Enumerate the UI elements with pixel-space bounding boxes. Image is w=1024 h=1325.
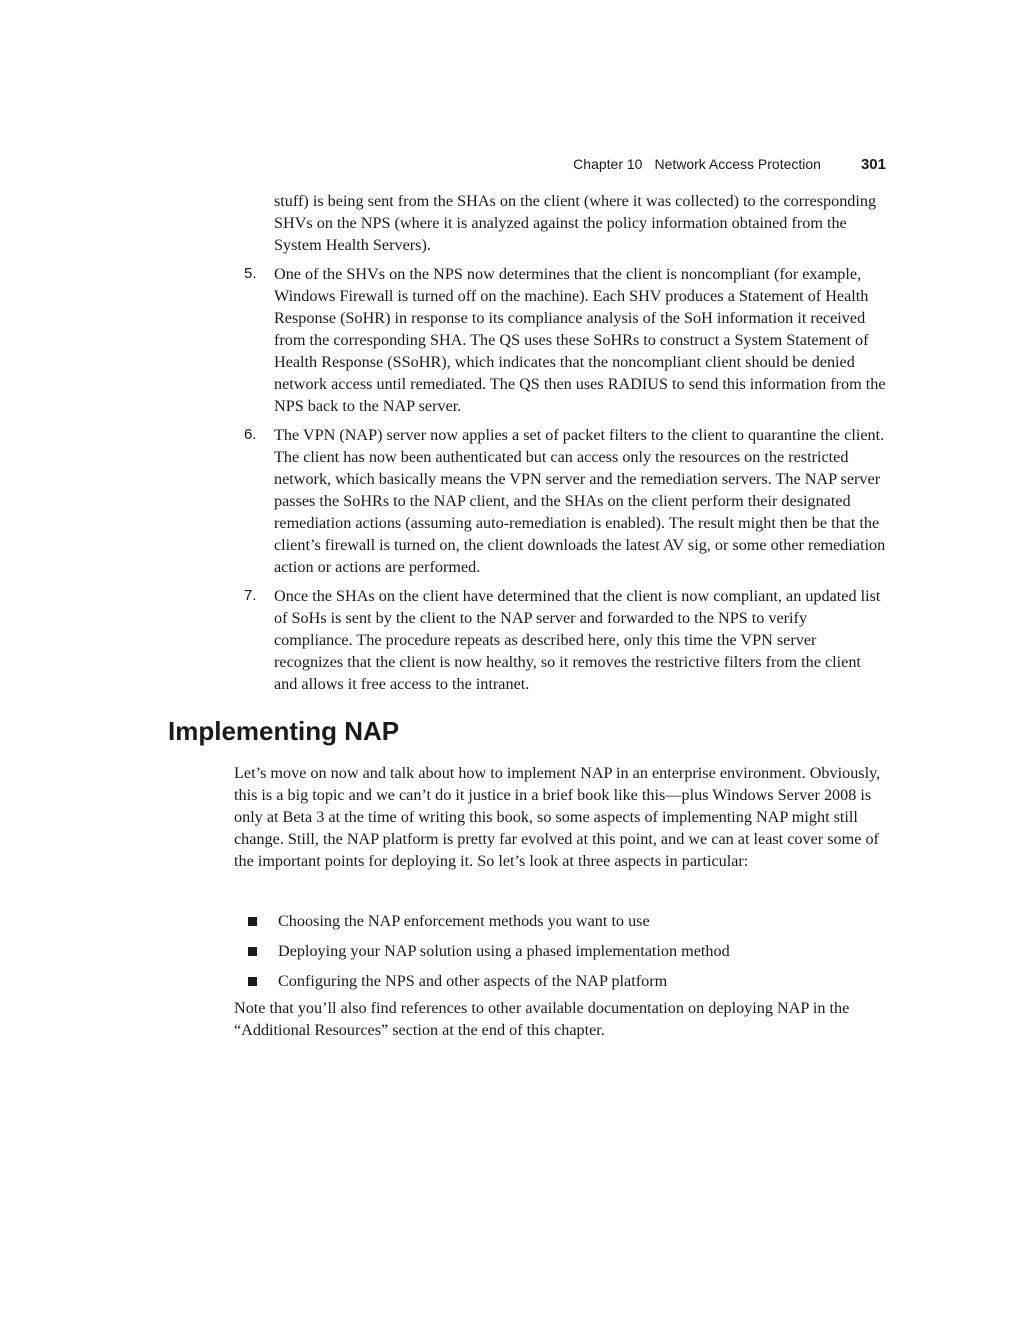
list-item — [244, 966, 886, 996]
square-bullet-icon — [248, 947, 257, 956]
bullet-list — [244, 906, 886, 996]
chapter-title: Network Access Protection — [654, 156, 821, 172]
list-item — [244, 424, 886, 578]
step-number: 7. — [244, 587, 257, 604]
numbered-steps — [244, 263, 886, 702]
list-item — [244, 936, 886, 966]
step-text: The VPN (NAP) server now applies a set of packet filters to the client to quarantine the client. The client has now been authenticated but can access only the resources on the restricted network, which basically means the VPN server and the remediation servers. The NAP server passes the SoHRs to the NAP client, and the SHAs on the client perform their designated remediation actions (assuming auto-remediation is enabled). The result might then be that the client’s firewall is turned on, the client downloads the latest AV sig, or some other remediation action or actions are performed. — [274, 426, 886, 576]
list-item — [244, 585, 886, 695]
bullet-text: Configuring the NPS and other aspects of the NAP platform — [278, 972, 668, 990]
step-text: Once the SHAs on the client have determined that the client is now compliant, an updated list of SoHs is sent by the client to the NAP server and forwarded to the NPS to verify compliance. The procedure repeats as described here, only this time the VPN server recognizes that the client is now healthy, so it removes the restrictive filters from the client and allows it free access to the intranet. — [274, 587, 881, 693]
square-bullet-icon — [248, 917, 257, 926]
step-number: 5. — [244, 265, 257, 282]
step-text: One of the SHVs on the NPS now determines that the client is noncompliant (for example, Windows Firewall is turned off on the machine). Each SHV produces a Statement of Health Response (SoHR) in response to its compliance analysis of the SoH information it received from the corresponding SHA. The QS uses these SoHRs to construct a System Statement of Health Response (SSoHR), which indicates that the noncompliant client should be denied network access until remediated. The QS then uses RADIUS to send this information from the NPS back to the NAP server. — [274, 265, 886, 415]
page-number: 301 — [860, 156, 886, 173]
square-bullet-icon — [248, 977, 257, 986]
section-heading: Implementing NAP — [168, 716, 400, 746]
step-number: 6. — [244, 426, 257, 443]
chapter-label: Chapter 10 — [573, 156, 643, 172]
bullet-text: Choosing the NAP enforcement methods you want to use — [278, 912, 650, 930]
continuation-paragraph: stuff) is being sent from the SHAs on the client (where it was collected) to the corresponding SHVs on the NPS (where it is analyzed against the policy information obtained from the System Health Servers). — [274, 192, 877, 254]
bullet-text: Deploying your NAP solution using a phased implementation method — [278, 942, 730, 960]
list-item — [244, 263, 886, 417]
closing-paragraph: Note that you’ll also find references to other available documentation on deploying NAP in the “Additional Resources” section at the end of this chapter. — [234, 999, 850, 1039]
intro-paragraph: Let’s move on now and talk about how to implement NAP in an enterprise environment. Obviously, this is a big topic and we can’t do it justice in a brief book like this—plus Windows Server 2008 is only at Beta 3 at the time of writing this book, so some aspects of implementing NAP might still change. Still, the NAP platform is pretty far evolved at this point, and we can at least cover some of the important points for deploying it. So let’s look at three aspects in particular: — [234, 764, 881, 870]
list-item — [244, 906, 886, 936]
running-header — [520, 156, 886, 173]
